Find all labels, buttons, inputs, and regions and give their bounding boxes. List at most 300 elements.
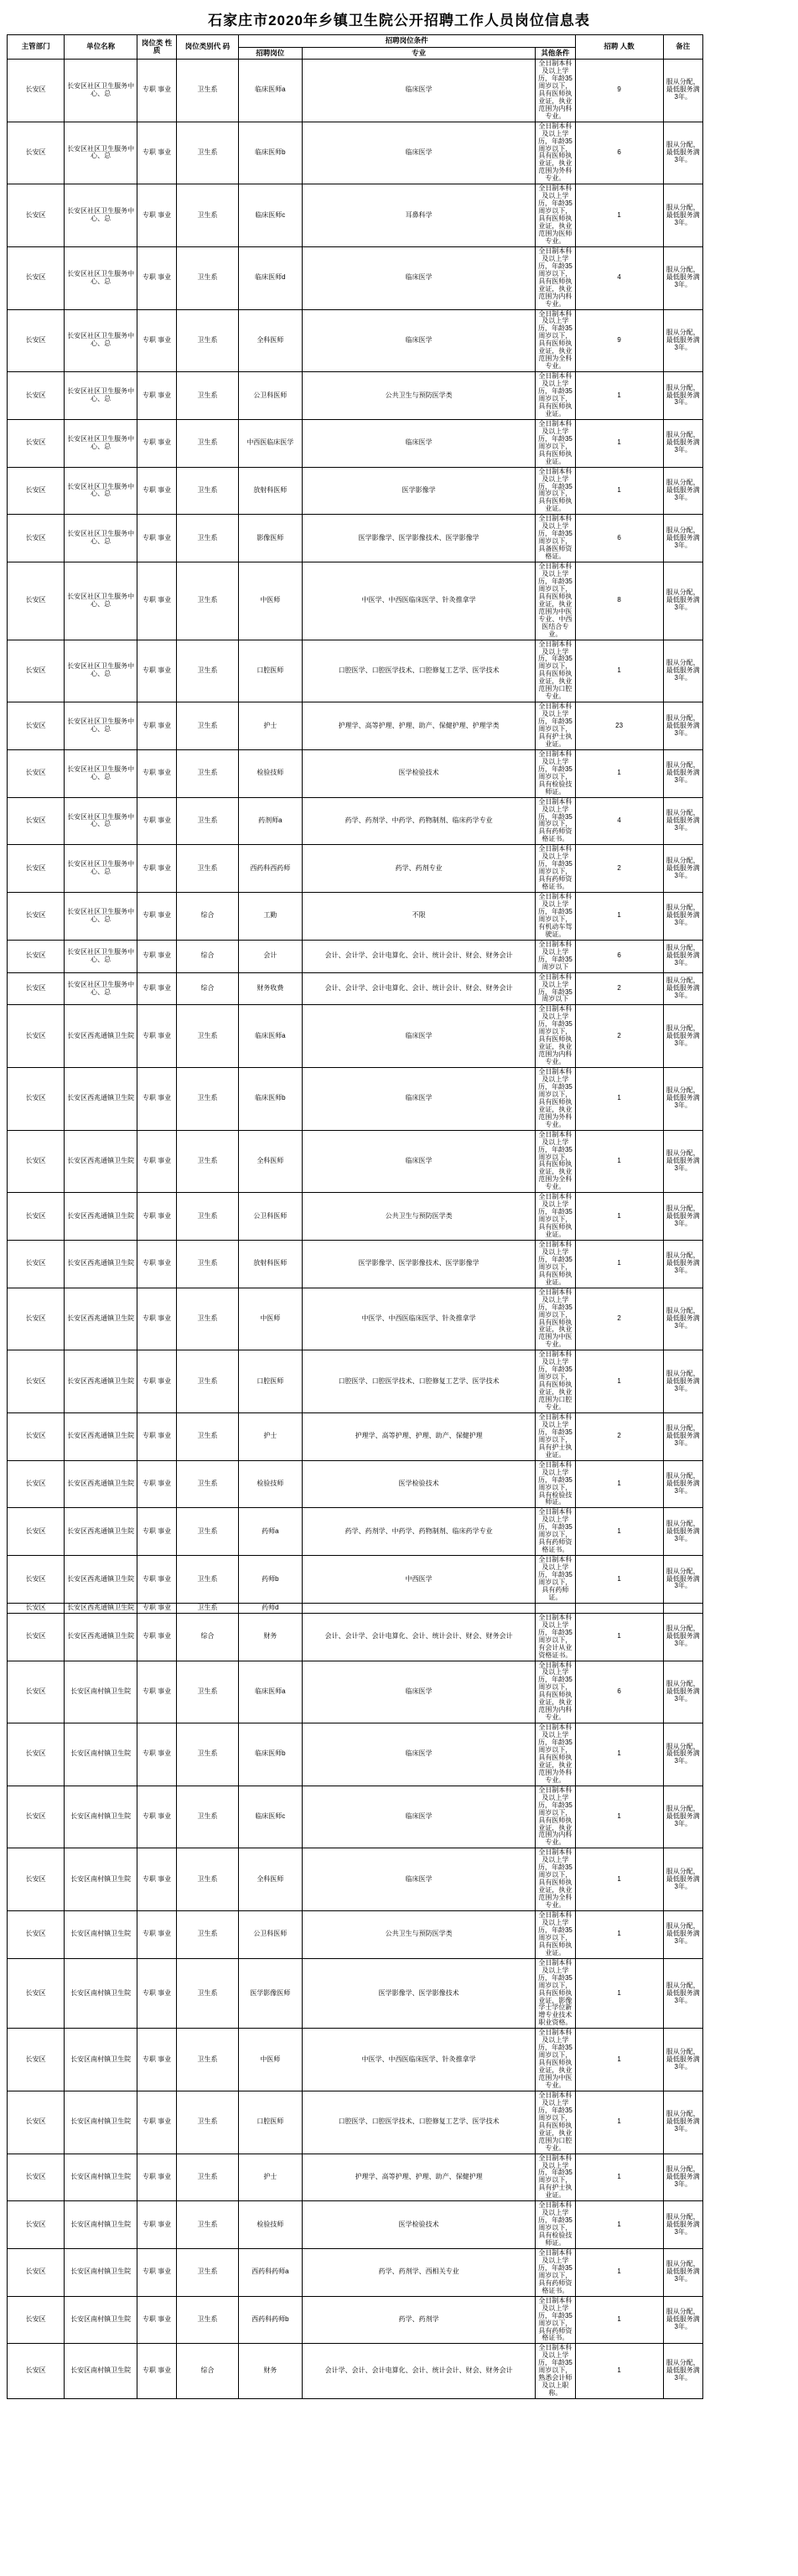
cell-dept: 长安区 [8, 797, 65, 845]
cell-other-conditions: 全日制本科及以上学历，年龄35周岁以下，具有医师执业证。 [536, 1911, 575, 1959]
cell-dept: 长安区 [8, 1350, 65, 1413]
cell-post-type: 专职 事业 [137, 1613, 176, 1661]
cell-post-type: 专职 事业 [137, 972, 176, 1005]
cell-dept: 长安区 [8, 1241, 65, 1288]
cell-other-conditions: 全日制本科及以上学历，年龄35周岁以下，具有医师执业证。 [536, 419, 575, 467]
cell-post-name: 卫生系 [177, 309, 239, 372]
cell-recruit-post: 临床医师d [238, 246, 302, 309]
cell-post-type: 专职 事业 [137, 1661, 176, 1723]
cell-recruit-post: 全科医师 [238, 1130, 302, 1193]
cell-recruit-post: 临床医师a [238, 1661, 302, 1723]
cell-post-name: 卫生系 [177, 1661, 239, 1723]
cell-post-name: 卫生系 [177, 702, 239, 750]
cell-post-name: 卫生系 [177, 2249, 239, 2297]
cell-post-name: 卫生系 [177, 2154, 239, 2201]
cell-other-conditions: 全日制本科及以上学历，年龄35周岁以下，具有医师执业证，执业范围为中医专业。 [536, 1288, 575, 1350]
cell-post-name: 综合 [177, 1613, 239, 1661]
cell-recruit-post: 检验技师 [238, 1460, 302, 1508]
cell-major [302, 1603, 535, 1613]
cell-recruit-post: 医学影像医师 [238, 1958, 302, 2029]
cell-dept: 长安区 [8, 893, 65, 941]
table-row [8, 893, 791, 941]
cell-post-type: 专职 事业 [137, 2154, 176, 2201]
cell-remark: 服从分配，最低服务满3年。 [663, 2201, 702, 2249]
cell-major: 医学影像学 [302, 467, 535, 515]
cell-unit: 长安区南村镇卫生院 [65, 2201, 137, 2249]
cell-unit: 长安区南村镇卫生院 [65, 2029, 137, 2091]
cell-other-conditions [536, 1603, 575, 1613]
cell-remark: 服从分配，最低服务满3年。 [663, 122, 702, 184]
cell-count: 1 [575, 2344, 663, 2399]
cell-major: 临床医学 [302, 309, 535, 372]
cell-major: 医学影像学、医学影像技术、医学影像学 [302, 515, 535, 562]
cell-dept: 长安区 [8, 1723, 65, 1786]
cell-unit: 长安区社区卫生服务中心、总 [65, 797, 137, 845]
cell-post-type: 专职 事业 [137, 893, 176, 941]
cell-post-name: 卫生系 [177, 2296, 239, 2344]
cell-remark: 服从分配，最低服务满3年。 [663, 893, 702, 941]
cell-unit: 长安区社区卫生服务中心、总 [65, 419, 137, 467]
table-row [8, 372, 791, 420]
cell-major: 会计、会计学、会计电算化、会计、统计会计、财会、财务会计 [302, 1613, 535, 1661]
cell-remark: 服从分配，最低服务满3年。 [663, 2091, 702, 2154]
cell-major: 药学、药剂学、中药学、药物制剂、临床药学专业 [302, 1508, 535, 1556]
cell-post-type: 专职 事业 [137, 2296, 176, 2344]
table-row [8, 940, 791, 972]
cell-count: 8 [575, 562, 663, 640]
cell-count: 2 [575, 1288, 663, 1350]
cell-unit: 长安区西兆通镇卫生院 [65, 1130, 137, 1193]
cell-recruit-post: 西药科药师b [238, 2296, 302, 2344]
cell-count: 1 [575, 1350, 663, 1413]
cell-dept: 长安区 [8, 2091, 65, 2154]
cell-count: 1 [575, 1460, 663, 1508]
cell-count: 2 [575, 845, 663, 893]
cell-remark: 服从分配，最低服务满3年。 [663, 562, 702, 640]
cell-dept: 长安区 [8, 1130, 65, 1193]
cell-unit: 长安区南村镇卫生院 [65, 1661, 137, 1723]
cell-post-type: 专职 事业 [137, 1460, 176, 1508]
cell-count: 2 [575, 1005, 663, 1068]
cell-recruit-post: 药师a [238, 1508, 302, 1556]
cell-dept: 长安区 [8, 1911, 65, 1959]
cell-recruit-post: 中医师 [238, 2029, 302, 2091]
cell-unit: 长安区南村镇卫生院 [65, 2344, 137, 2399]
cell-dept: 长安区 [8, 1460, 65, 1508]
cell-dept: 长安区 [8, 515, 65, 562]
cell-count: 1 [575, 1723, 663, 1786]
table-row [8, 1068, 791, 1131]
cell-unit: 长安区南村镇卫生院 [65, 2296, 137, 2344]
cell-count: 1 [575, 2296, 663, 2344]
cell-other-conditions: 全日制本科及以上学历，年龄35周岁以下，具备医师资格证。 [536, 515, 575, 562]
cell-major: 临床医学 [302, 1848, 535, 1911]
table-row [8, 60, 791, 122]
cell-other-conditions: 全日制本科及以上学历，年龄35周岁以下，具有医师执业证，执业范围为全科专业。 [536, 1130, 575, 1193]
cell-remark: 服从分配，最低服务满3年。 [663, 1288, 702, 1350]
table-row [8, 1508, 791, 1556]
cell-recruit-post: 财务收费 [238, 972, 302, 1005]
cell-remark: 服从分配，最低服务满3年。 [663, 972, 702, 1005]
table-row [8, 562, 791, 640]
cell-post-type: 专职 事业 [137, 1130, 176, 1193]
cell-remark: 服从分配，最低服务满3年。 [663, 2249, 702, 2297]
cell-post-type: 专职 事业 [137, 2201, 176, 2249]
cell-remark: 服从分配，最低服务满3年。 [663, 246, 702, 309]
cell-post-type: 专职 事业 [137, 749, 176, 797]
cell-other-conditions: 全日制本科及以上学历，年龄35周岁以下，具有药师资格证书。 [536, 2296, 575, 2344]
cell-unit: 长安区社区卫生服务中心、总 [65, 562, 137, 640]
cell-count: 1 [575, 1241, 663, 1288]
cell-unit: 长安区社区卫生服务中心、总 [65, 122, 137, 184]
cell-post-name: 综合 [177, 972, 239, 1005]
cell-dept: 长安区 [8, 562, 65, 640]
cell-major: 医学检验技术 [302, 2201, 535, 2249]
cell-recruit-post: 全科医师 [238, 309, 302, 372]
cell-post-name: 卫生系 [177, 1241, 239, 1288]
cell-unit: 长安区社区卫生服务中心、总 [65, 893, 137, 941]
cell-recruit-post: 西药科药师a [238, 2249, 302, 2297]
cell-other-conditions: 全日制本科及以上学历，年龄35周岁以下，具有药师资格证书。 [536, 797, 575, 845]
cell-unit: 长安区南村镇卫生院 [65, 1848, 137, 1911]
cell-unit: 长安区社区卫生服务中心、总 [65, 702, 137, 750]
cell-remark: 服从分配，最低服务满3年。 [663, 1508, 702, 1556]
cell-count: 6 [575, 515, 663, 562]
cell-remark: 服从分配，最低服务满3年。 [663, 749, 702, 797]
cell-other-conditions: 全日制本科及以上学历，年龄35周岁以下，具有医师执业证，执业范围为口腔专业。 [536, 640, 575, 702]
table-row [8, 2249, 791, 2297]
cell-post-name: 卫生系 [177, 1460, 239, 1508]
cell-recruit-post: 临床医师a [238, 60, 302, 122]
cell-other-conditions: 全日制本科及以上学历，年龄35周岁以下 [536, 972, 575, 1005]
table-row [8, 2201, 791, 2249]
cell-count: 1 [575, 1193, 663, 1241]
cell-post-name: 卫生系 [177, 1005, 239, 1068]
cell-major: 临床医学 [302, 122, 535, 184]
cell-other-conditions: 全日制本科及以上学历，年龄35周岁以下，具有医师执业证。 [536, 372, 575, 420]
cell-other-conditions: 全日制本科及以上学历，年龄35周岁以下，具有医师执业证，执业范围为内科专业。 [536, 60, 575, 122]
header-post-type: 岗位类 性质 [137, 35, 176, 60]
cell-other-conditions: 全日制本科及以上学历，年龄35周岁以下，具有医师执业证，执业范围为内科专业。 [536, 1005, 575, 1068]
cell-recruit-post: 会计 [238, 940, 302, 972]
cell-other-conditions: 全日制本科及以上学历，年龄35周岁以下，具有药师资格证书。 [536, 2249, 575, 2297]
cell-post-type: 专职 事业 [137, 2091, 176, 2154]
cell-count: 1 [575, 1613, 663, 1661]
cell-major: 临床医学 [302, 60, 535, 122]
cell-major: 口腔医学、口腔医学技术、口腔修复工艺学、医学技术 [302, 2091, 535, 2154]
cell-count: 1 [575, 1911, 663, 1959]
cell-recruit-post: 西药科西药师 [238, 845, 302, 893]
cell-count: 1 [575, 1130, 663, 1193]
cell-remark: 服从分配，最低服务满3年。 [663, 1613, 702, 1661]
cell-other-conditions: 全日制本科及以上学历，年龄35周岁以下，具有检验技师证。 [536, 2201, 575, 2249]
cell-post-type: 专职 事业 [137, 1848, 176, 1911]
cell-post-type: 专职 事业 [137, 940, 176, 972]
cell-dept: 长安区 [8, 2344, 65, 2399]
cell-remark: 服从分配，最低服务满3年。 [663, 1848, 702, 1911]
job-positions-table [7, 34, 791, 2399]
cell-dept: 长安区 [8, 2154, 65, 2201]
cell-recruit-post: 临床医师c [238, 1786, 302, 1848]
header-unit: 单位名称 [65, 35, 137, 60]
table-body [8, 60, 791, 2399]
cell-remark: 服从分配，最低服务满3年。 [663, 1661, 702, 1723]
header-recruit-post: 招聘岗位 [238, 47, 302, 60]
cell-count: 1 [575, 1556, 663, 1604]
cell-dept: 长安区 [8, 1958, 65, 2029]
cell-major: 会计学、会计、会计电算化、会计、统计会计、财会、财务会计 [302, 2344, 535, 2399]
cell-major: 临床医学 [302, 1723, 535, 1786]
cell-other-conditions: 全日制本科及以上学历，年龄35周岁以下，具有医师执业证，执业范围为外科专业。 [536, 1723, 575, 1786]
table-row [8, 1556, 791, 1604]
table-row [8, 2296, 791, 2344]
cell-count: 4 [575, 246, 663, 309]
cell-count: 1 [575, 2154, 663, 2201]
cell-dept: 长安区 [8, 749, 65, 797]
cell-post-type: 专职 事业 [137, 1068, 176, 1131]
cell-unit: 长安区社区卫生服务中心、总 [65, 515, 137, 562]
cell-major: 药学、药剂学 [302, 2296, 535, 2344]
cell-count: 1 [575, 2029, 663, 2091]
cell-count: 1 [575, 1786, 663, 1848]
table-row [8, 1848, 791, 1911]
cell-recruit-post: 全科医师 [238, 1848, 302, 1911]
cell-major: 医学影像学、医学影像技术、医学影像学 [302, 1241, 535, 1288]
cell-remark: 服从分配，最低服务满3年。 [663, 1911, 702, 1959]
cell-post-type: 专职 事业 [137, 1603, 176, 1613]
cell-remark: 服从分配，最低服务满3年。 [663, 797, 702, 845]
cell-unit: 长安区南村镇卫生院 [65, 1723, 137, 1786]
cell-post-type: 专职 事业 [137, 1556, 176, 1604]
cell-unit: 长安区社区卫生服务中心、总 [65, 972, 137, 1005]
table-row [8, 1193, 791, 1241]
cell-dept: 长安区 [8, 1556, 65, 1604]
page-title: 石家庄市2020年乡镇卫生院公开招聘工作人员岗位信息表 [208, 13, 590, 29]
table-row [8, 845, 791, 893]
cell-remark: 服从分配，最低服务满3年。 [663, 1068, 702, 1131]
cell-recruit-post: 公卫科医师 [238, 1193, 302, 1241]
table-row [8, 1412, 791, 1460]
cell-post-type: 专职 事业 [137, 1288, 176, 1350]
table-row [8, 1958, 791, 2029]
cell-recruit-post: 放射科医师 [238, 1241, 302, 1288]
cell-remark: 服从分配，最低服务满3年。 [663, 515, 702, 562]
table-row [8, 1911, 791, 1959]
cell-post-name: 卫生系 [177, 122, 239, 184]
cell-count: 2 [575, 1412, 663, 1460]
header-dept: 主管部门 [8, 35, 65, 60]
cell-recruit-post: 放射科医师 [238, 467, 302, 515]
cell-other-conditions: 全日制本科及以上学历，年龄35周岁以下，具有医师执业证，执业范围为内科专业。 [536, 1661, 575, 1723]
cell-post-type: 专职 事业 [137, 845, 176, 893]
cell-post-name: 卫生系 [177, 1848, 239, 1911]
cell-dept: 长安区 [8, 372, 65, 420]
cell-dept: 长安区 [8, 702, 65, 750]
cell-other-conditions: 全日制本科及以上学历，年龄35周岁以下，具有医师执业证，执业范围为中医专业。 [536, 2029, 575, 2091]
header-post-name: 岗位类别代 码 [177, 35, 239, 60]
cell-recruit-post: 护士 [238, 1412, 302, 1460]
cell-post-type: 专职 事业 [137, 1723, 176, 1786]
cell-post-type: 专职 事业 [137, 1193, 176, 1241]
cell-post-type: 专职 事业 [137, 640, 176, 702]
cell-count: 1 [575, 419, 663, 467]
cell-recruit-post: 财务 [238, 1613, 302, 1661]
cell-dept: 长安区 [8, 246, 65, 309]
cell-dept: 长安区 [8, 1068, 65, 1131]
cell-recruit-post: 影像医师 [238, 515, 302, 562]
cell-remark: 服从分配，最低服务满3年。 [663, 1556, 702, 1604]
cell-unit: 长安区西兆通镇卫生院 [65, 1068, 137, 1131]
cell-other-conditions: 全日制本科及以上学历，年龄35周岁以下，具有医师执业证，影像学士学位新增专业技术职业资格。 [536, 1958, 575, 2029]
cell-remark: 服从分配，最低服务满3年。 [663, 702, 702, 750]
cell-unit: 长安区西兆通镇卫生院 [65, 1556, 137, 1604]
cell-unit: 长安区南村镇卫生院 [65, 1911, 137, 1959]
cell-post-name: 卫生系 [177, 845, 239, 893]
cell-unit: 长安区社区卫生服务中心、总 [65, 60, 137, 122]
cell-unit: 长安区社区卫生服务中心、总 [65, 246, 137, 309]
cell-count: 1 [575, 749, 663, 797]
cell-other-conditions: 全日制本科及以上学历，年龄35周岁以下，具有医师执业证，执业范围为全科专业。 [536, 1848, 575, 1911]
cell-count: 9 [575, 309, 663, 372]
cell-post-name: 卫生系 [177, 1193, 239, 1241]
cell-recruit-post: 公卫科医师 [238, 372, 302, 420]
cell-post-type: 专职 事业 [137, 1958, 176, 2029]
cell-post-type: 专职 事业 [137, 1241, 176, 1288]
table-row [8, 1613, 791, 1661]
cell-major: 药学、药剂专业 [302, 845, 535, 893]
cell-dept: 长安区 [8, 1288, 65, 1350]
cell-unit: 长安区社区卫生服务中心、总 [65, 940, 137, 972]
cell-major: 会计、会计学、会计电算化、会计、统计会计、财会、财务会计 [302, 940, 535, 972]
cell-major: 医学检验技术 [302, 749, 535, 797]
cell-post-type: 专职 事业 [137, 184, 176, 247]
table-row [8, 1350, 791, 1413]
cell-recruit-post: 护士 [238, 702, 302, 750]
cell-unit: 长安区南村镇卫生院 [65, 1958, 137, 2029]
cell-unit: 长安区社区卫生服务中心、总 [65, 749, 137, 797]
cell-count: 9 [575, 60, 663, 122]
table-row [8, 702, 791, 750]
cell-remark: 服从分配，最低服务满3年。 [663, 467, 702, 515]
cell-post-name: 卫生系 [177, 246, 239, 309]
cell-count: 1 [575, 1958, 663, 2029]
cell-unit: 长安区西兆通镇卫生院 [65, 1603, 137, 1613]
cell-recruit-post: 护士 [238, 2154, 302, 2201]
table-row [8, 749, 791, 797]
cell-post-type: 专职 事业 [137, 60, 176, 122]
cell-dept: 长安区 [8, 1661, 65, 1723]
cell-post-name: 卫生系 [177, 1603, 239, 1613]
cell-post-type: 专职 事业 [137, 419, 176, 467]
cell-post-type: 专职 事业 [137, 1412, 176, 1460]
cell-count: 2 [575, 972, 663, 1005]
cell-other-conditions: 全日制本科及以上学历，年龄35周岁以下，具有医师执业证。 [536, 1193, 575, 1241]
cell-remark: 服从分配，最低服务满3年。 [663, 1005, 702, 1068]
cell-post-name: 卫生系 [177, 1723, 239, 1786]
cell-remark: 服从分配，最低服务满3年。 [663, 1412, 702, 1460]
cell-post-type: 专职 事业 [137, 372, 176, 420]
cell-dept: 长安区 [8, 2249, 65, 2297]
cell-dept: 长安区 [8, 467, 65, 515]
table-row [8, 1786, 791, 1848]
cell-count: 6 [575, 1661, 663, 1723]
cell-major: 药学、药剂学、中药学、药物制剂、临床药学专业 [302, 797, 535, 845]
cell-unit: 长安区社区卫生服务中心、总 [65, 372, 137, 420]
cell-post-type: 专职 事业 [137, 122, 176, 184]
cell-major: 中西医学 [302, 1556, 535, 1604]
cell-count: 23 [575, 702, 663, 750]
cell-dept: 长安区 [8, 309, 65, 372]
cell-recruit-post: 工勤 [238, 893, 302, 941]
cell-major: 药学、药剂学、西相关专业 [302, 2249, 535, 2297]
cell-post-name: 卫生系 [177, 1556, 239, 1604]
cell-major: 会计、会计学、会计电算化、会计、统计会计、财会、财务会计 [302, 972, 535, 1005]
cell-count: 1 [575, 2091, 663, 2154]
table-row [8, 2154, 791, 2201]
cell-remark: 服从分配，最低服务满3年。 [663, 845, 702, 893]
cell-unit: 长安区西兆通镇卫生院 [65, 1460, 137, 1508]
cell-other-conditions: 全日制本科及以上学历，年龄35周岁以下，具有医师执业证，执业范围为中医专业、中西医结合专业。 [536, 562, 575, 640]
cell-count: 6 [575, 940, 663, 972]
cell-remark: 服从分配，最低服务满3年。 [663, 372, 702, 420]
cell-remark: 服从分配，最低服务满3年。 [663, 309, 702, 372]
cell-post-name: 综合 [177, 940, 239, 972]
cell-dept: 长安区 [8, 1193, 65, 1241]
cell-unit: 长安区南村镇卫生院 [65, 2091, 137, 2154]
cell-recruit-post: 临床医师b [238, 122, 302, 184]
header-count: 招聘 人数 [575, 35, 663, 60]
cell-dept: 长安区 [8, 1613, 65, 1661]
table-row [8, 1661, 791, 1723]
cell-major: 临床医学 [302, 1068, 535, 1131]
cell-dept: 长安区 [8, 2296, 65, 2344]
cell-dept: 长安区 [8, 1603, 65, 1613]
cell-unit: 长安区西兆通镇卫生院 [65, 1241, 137, 1288]
table-header [8, 35, 791, 60]
cell-recruit-post: 口腔医师 [238, 2091, 302, 2154]
cell-major: 中医学、中西医临床医学、针灸推拿学 [302, 1288, 535, 1350]
cell-count: 1 [575, 184, 663, 247]
cell-recruit-post: 公卫科医师 [238, 1911, 302, 1959]
table-row [8, 2029, 791, 2091]
cell-major: 口腔医学、口腔医学技术、口腔修复工艺学、医学技术 [302, 640, 535, 702]
table-row [8, 246, 791, 309]
cell-major: 临床医学 [302, 1661, 535, 1723]
cell-post-name: 卫生系 [177, 1350, 239, 1413]
cell-unit: 长安区南村镇卫生院 [65, 1786, 137, 1848]
cell-other-conditions: 全日制本科及以上学历，年龄35周岁以下 [536, 940, 575, 972]
cell-post-name: 卫生系 [177, 1130, 239, 1193]
header-major: 专业 [302, 47, 535, 60]
cell-major: 临床医学 [302, 1005, 535, 1068]
cell-remark: 服从分配，最低服务满3年。 [663, 2029, 702, 2091]
cell-other-conditions: 全日制本科及以上学历，年龄35周岁以下，具有医师执业证，执业范围为内科专业。 [536, 246, 575, 309]
cell-post-name: 卫生系 [177, 749, 239, 797]
cell-unit: 长安区社区卫生服务中心、总 [65, 845, 137, 893]
cell-unit: 长安区社区卫生服务中心、总 [65, 640, 137, 702]
cell-other-conditions: 全日制本科及以上学历，年龄35周岁以下，具有药师资格证书。 [536, 1508, 575, 1556]
cell-recruit-post: 中医师 [238, 562, 302, 640]
table-row [8, 1603, 791, 1613]
cell-post-name: 卫生系 [177, 184, 239, 247]
cell-remark: 服从分配，最低服务满3年。 [663, 940, 702, 972]
table-row [8, 1005, 791, 1068]
header-remark: 备注 [663, 35, 702, 60]
cell-unit: 长安区西兆通镇卫生院 [65, 1350, 137, 1413]
cell-post-name: 卫生系 [177, 2201, 239, 2249]
cell-unit: 长安区西兆通镇卫生院 [65, 1288, 137, 1350]
cell-other-conditions: 全日制本科及以上学历，年龄35周岁以下，具有医师执业证，执业范围为内科专业。 [536, 1786, 575, 1848]
